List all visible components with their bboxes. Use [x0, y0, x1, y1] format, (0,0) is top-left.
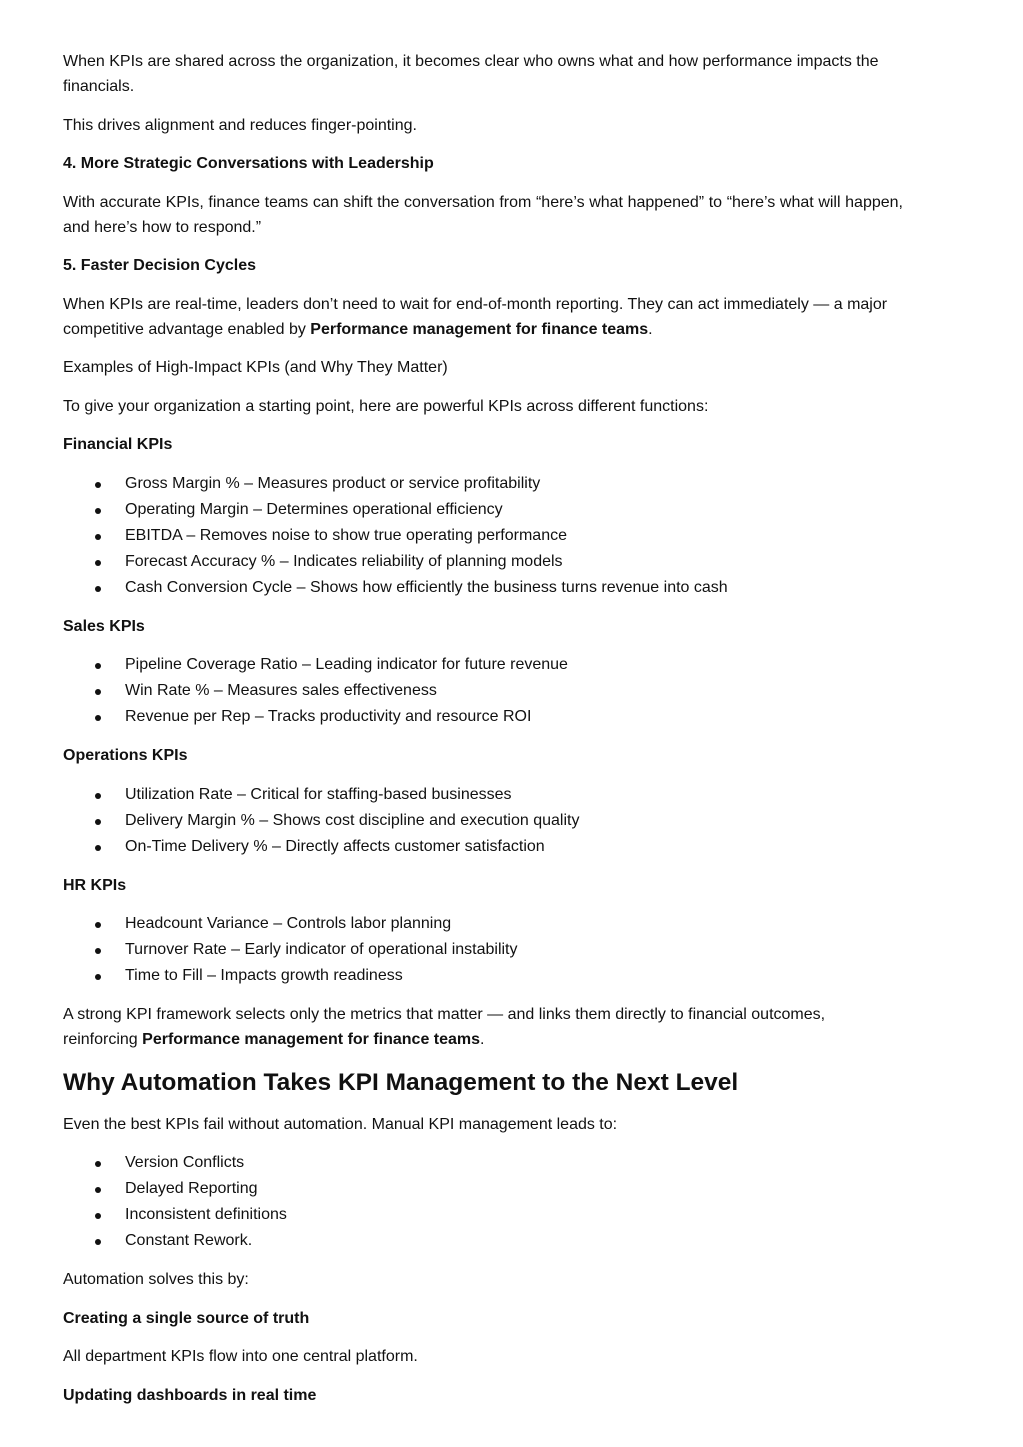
- list-item: [125, 1176, 903, 1202]
- hr-kpis-list: [63, 911, 903, 989]
- section-5-body-emphasis: Performance management for finance teams: [310, 320, 649, 338]
- bullet-icon: [95, 1239, 101, 1245]
- bullet-icon: [95, 689, 101, 695]
- intro-paragraph-2: This drives alignment and reduces finger-pointing.: [63, 116, 417, 134]
- list-item-text: Constant Rework.: [125, 1232, 253, 1249]
- bullet-icon: [95, 586, 101, 592]
- list-item: [125, 549, 903, 575]
- list-item: [125, 471, 903, 497]
- section-5-body-end: .: [648, 320, 653, 338]
- list-item-text: Delayed Reporting: [125, 1180, 258, 1197]
- bullet-icon: [95, 1187, 101, 1193]
- list-item-text: Time to Fill – Impacts growth readiness: [125, 967, 403, 984]
- automation-solves: Automation solves this by:: [63, 1271, 249, 1288]
- list-item-text: Turnover Rate – Early indicator of operational instability: [125, 941, 518, 958]
- bullet-icon: [95, 793, 101, 799]
- sales-kpis-heading: Sales KPIs: [63, 617, 145, 635]
- list-item: [125, 497, 903, 523]
- list-item: [125, 911, 903, 937]
- list-item-text: Gross Margin % – Measures product or service profitability: [125, 474, 541, 492]
- single-source-heading: Creating a single source of truth: [63, 1309, 310, 1327]
- financial-kpis-list: [63, 471, 903, 601]
- section-5-body: [63, 292, 903, 342]
- list-item-text: Delivery Margin % – Shows cost discipline and execution quality: [125, 811, 580, 829]
- single-source-body: All department KPIs flow into one central platform.: [63, 1348, 418, 1365]
- list-item: [125, 1202, 903, 1228]
- list-item: [125, 963, 903, 989]
- bullet-icon: [95, 845, 101, 851]
- list-item: [125, 575, 903, 601]
- section-4-heading: 4. More Strategic Conversations with Leadership: [63, 155, 434, 172]
- bullet-icon: [95, 922, 101, 928]
- bullet-icon: [95, 819, 101, 825]
- list-item: [125, 782, 903, 808]
- list-item-text: On-Time Delivery % – Directly affects customer satisfaction: [125, 837, 545, 855]
- list-item: [125, 1150, 903, 1176]
- list-item: [125, 523, 903, 549]
- document-page: [63, 49, 903, 1421]
- list-item-text: Operating Margin – Determines operational efficiency: [125, 500, 503, 518]
- framework-text: A strong KPI framework selects only the metrics that matter — and links them directly to financial outcomes, reinforcing: [63, 1006, 826, 1048]
- list-item-text: Version Conflicts: [125, 1154, 245, 1171]
- list-item-text: Forecast Accuracy % – Indicates reliability of planning models: [125, 552, 563, 570]
- examples-title: Examples of High-Impact KPIs (and Why They Matter): [63, 359, 448, 376]
- list-item: [125, 808, 903, 834]
- list-item-text: Headcount Variance – Controls labor planning: [125, 915, 452, 932]
- examples-intro: To give your organization a starting point, here are powerful KPIs across different functions:: [63, 397, 709, 415]
- framework-end: .: [480, 1031, 485, 1048]
- hr-kpis-heading: HR KPIs: [63, 876, 127, 894]
- list-item: [125, 937, 903, 963]
- bullet-icon: [95, 534, 101, 540]
- automation-heading: Why Automation Takes KPI Management to the Next Level: [63, 1068, 739, 1096]
- list-item-text: Revenue per Rep – Tracks productivity and resource ROI: [125, 708, 532, 725]
- list-item: [125, 1228, 903, 1254]
- list-item-text: Pipeline Coverage Ratio – Leading indicator for future revenue: [125, 656, 568, 673]
- bullet-icon: [95, 508, 101, 514]
- operations-kpis-heading: Operations KPIs: [63, 747, 188, 764]
- bullet-icon: [95, 560, 101, 566]
- list-item-text: EBITDA – Removes noise to show true operating performance: [125, 526, 567, 544]
- section-5-body-text: When KPIs are real-time, leaders don’t need to wait for end-of-month reporting. They can act immediately — a major competitive advantage enabled by: [63, 295, 888, 338]
- bullet-icon: [95, 482, 101, 488]
- section-5-heading: 5. Faster Decision Cycles: [63, 257, 256, 274]
- list-item: [125, 704, 903, 730]
- bullet-icon: [95, 1161, 101, 1167]
- dashboards-heading: Updating dashboards in real time: [63, 1386, 317, 1404]
- list-item-text: Inconsistent definitions: [125, 1206, 287, 1223]
- bullet-icon: [95, 663, 101, 669]
- list-item: [125, 652, 903, 678]
- financial-kpis-heading: Financial KPIs: [63, 436, 173, 453]
- bullet-icon: [95, 948, 101, 954]
- list-item: [125, 678, 903, 704]
- sales-kpis-list: [63, 652, 903, 730]
- list-item-text: Utilization Rate – Critical for staffing-based businesses: [125, 785, 512, 803]
- list-item-text: Win Rate % – Measures sales effectiveness: [125, 682, 437, 699]
- bullet-icon: [95, 715, 101, 721]
- bullet-icon: [95, 974, 101, 980]
- bullet-icon: [95, 1213, 101, 1219]
- list-item-text: Cash Conversion Cycle – Shows how efficiently the business turns revenue into cash: [125, 578, 728, 596]
- framework-paragraph: [63, 1002, 903, 1052]
- list-item: [125, 834, 903, 860]
- section-4-body: With accurate KPIs, finance teams can shift the conversation from “here’s what happened” to “here’s what will happen, and here’s how to respond.”: [63, 193, 903, 236]
- automation-intro: Even the best KPIs fail without automation. Manual KPI management leads to:: [63, 1115, 618, 1133]
- intro-paragraph-1: When KPIs are shared across the organization, it becomes clear who owns what and how performance impacts the financials.: [63, 53, 879, 95]
- framework-emphasis: Performance management for finance teams: [142, 1031, 481, 1048]
- automation-issues-list: [63, 1150, 903, 1254]
- operations-kpis-list: [63, 782, 903, 860]
